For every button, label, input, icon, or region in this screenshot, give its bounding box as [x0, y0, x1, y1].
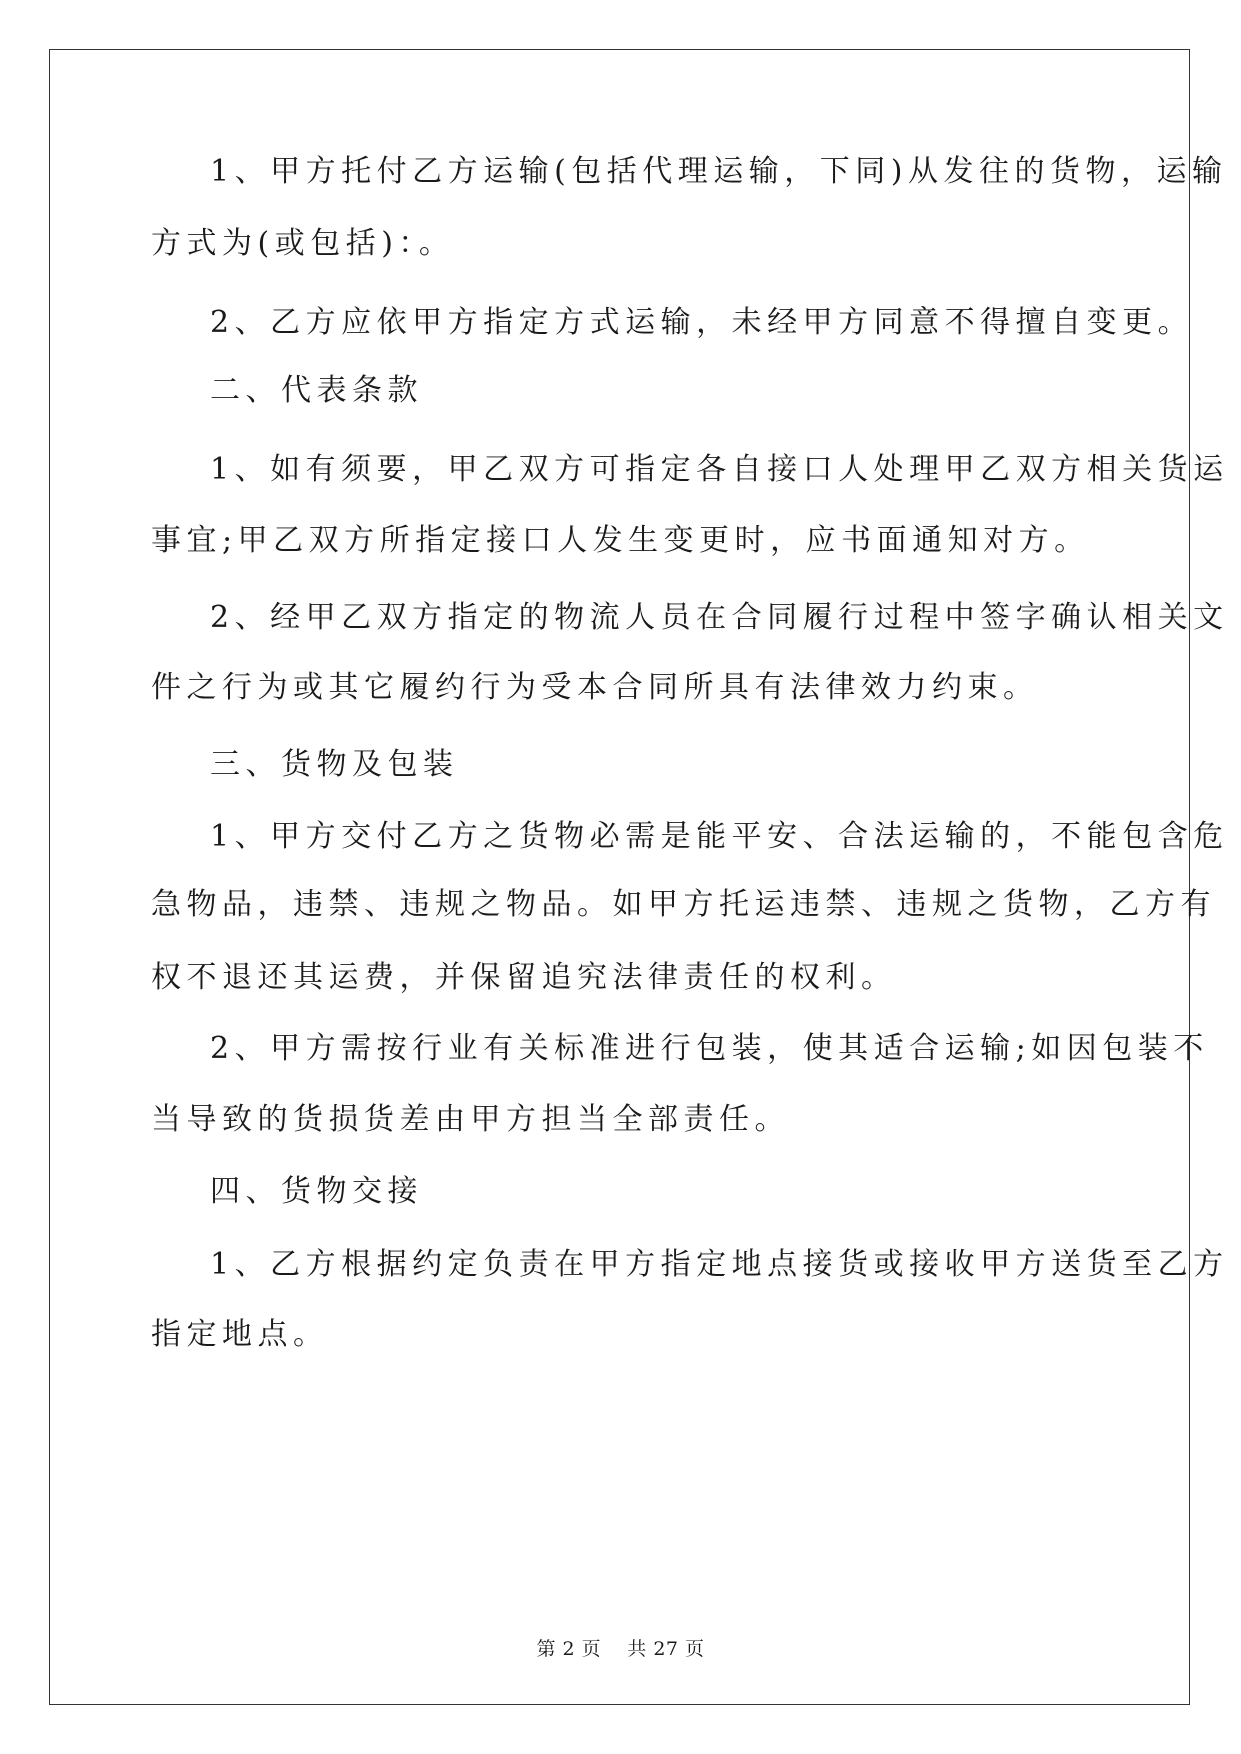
page-border — [49, 49, 1190, 1705]
page-total: 共 27 页 — [627, 1638, 705, 1660]
paragraph-line: 件之行为或其它履约行为受本合同所具有法律效力约束。 — [151, 670, 1039, 705]
section-heading: 二、代表条款 — [210, 373, 423, 408]
paragraph-line: 当导致的货损货差由甲方担当全部责任。 — [151, 1102, 790, 1137]
paragraph-line: 2、甲方需按行业有关标准进行包装，使其适合运输;如因包装不 — [210, 1031, 1209, 1066]
page-number: 第 2 页 — [536, 1638, 602, 1660]
section-heading: 四、货物交接 — [210, 1174, 423, 1209]
page-footer — [0, 1637, 1241, 1661]
paragraph-line: 急物品，违禁、违规之物品。如甲方托运违禁、违规之货物，乙方有 — [151, 887, 1216, 922]
paragraph-line: 1、如有须要，甲乙双方可指定各自接口人处理甲乙双方相关货运 — [210, 452, 1229, 487]
paragraph-line: 1、乙方根据约定负责在甲方指定地点接货或接收甲方送货至乙方 — [210, 1247, 1229, 1282]
paragraph-line: 2、经甲乙双方指定的物流人员在合同履行过程中签字确认相关文 — [210, 600, 1229, 635]
paragraph-line: 事宜;甲乙双方所指定接口人发生变更时，应书面通知对方。 — [151, 523, 1090, 558]
paragraph-line: 2、乙方应依甲方指定方式运输，未经甲方同意不得擅自变更。 — [210, 305, 1194, 340]
paragraph-line: 指定地点。 — [151, 1317, 329, 1352]
paragraph-line: 权不退还其运费，并保留追究法律责任的权利。 — [151, 960, 897, 995]
section-heading: 三、货物及包装 — [210, 747, 459, 782]
paragraph-line: 方式为(或包括)：。 — [151, 226, 455, 261]
paragraph-line: 1、甲方托付乙方运输(包括代理运输，下同)从发往的货物，运输 — [210, 154, 1228, 189]
paragraph-line: 1、甲方交付乙方之货物必需是能平安、合法运输的，不能包含危 — [210, 819, 1229, 854]
